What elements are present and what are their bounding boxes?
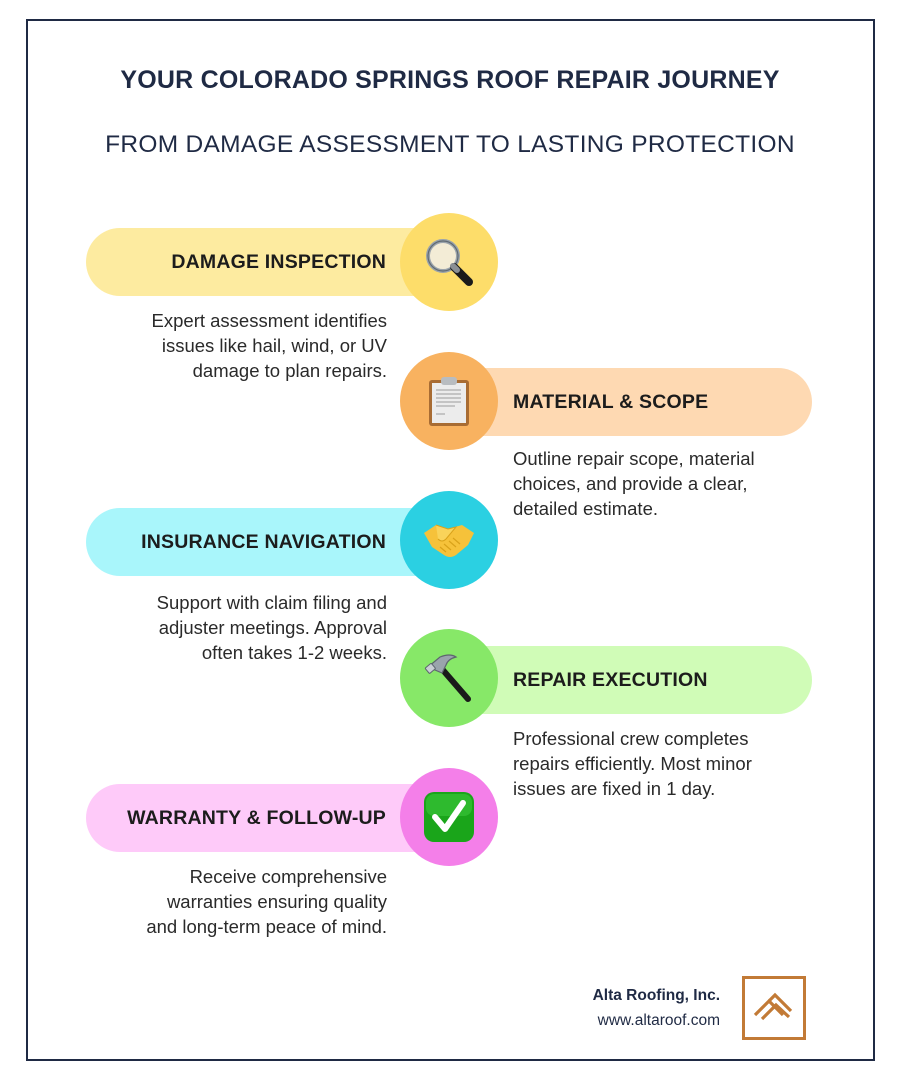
clipboard-icon (425, 374, 473, 428)
page-title: YOUR COLORADO SPRINGS ROOF REPAIR JOURNEY (120, 66, 780, 94)
company-logo (742, 976, 806, 1040)
check-mark-icon (423, 791, 475, 843)
step-material-scope-badge (400, 352, 498, 450)
magnifying-glass-icon (422, 235, 476, 289)
step-warranty-followup-description: Receive comprehensive warranties ensuring quality and long-term peace of mind. (146, 866, 387, 937)
hammer-icon (422, 651, 476, 705)
step-damage-inspection-badge (400, 213, 498, 311)
step-material-scope-description: Outline repair scope, material choices, and provide a clear, detailed estimate. (513, 448, 755, 519)
step-title: MATERIAL & SCOPE (513, 390, 709, 413)
handshake-icon (422, 519, 476, 561)
step-repair-execution-banner (450, 646, 812, 714)
company-name: Alta Roofing, Inc. (592, 987, 720, 1004)
roof-peak-logo-icon (745, 979, 803, 1037)
step-warranty-followup-banner (86, 784, 446, 852)
step-title: INSURANCE NAVIGATION (141, 530, 386, 553)
step-material-scope-banner (450, 368, 812, 436)
step-insurance-navigation-banner (86, 508, 446, 576)
step-title: WARRANTY & FOLLOW-UP (127, 806, 386, 829)
step-title: DAMAGE INSPECTION (171, 250, 386, 273)
step-warranty-followup-badge (400, 768, 498, 866)
step-repair-execution-description: Professional crew completes repairs efficiently. Most minor issues are fixed in 1 day. (513, 728, 752, 799)
step-title: REPAIR EXECUTION (513, 668, 708, 691)
step-insurance-navigation-badge (400, 491, 498, 589)
step-damage-inspection-banner (86, 228, 446, 296)
step-damage-inspection-description: Expert assessment identifies issues like hail, wind, or UV damage to plan repairs. (151, 310, 387, 381)
step-repair-execution-badge (400, 629, 498, 727)
page-subtitle: FROM DAMAGE ASSESSMENT TO LASTING PROTECTION (105, 131, 795, 158)
company-website-link[interactable]: www.altaroof.com (597, 1012, 720, 1029)
step-insurance-navigation-description: Support with claim filing and adjuster meetings. Approval often takes 1-2 weeks. (156, 592, 387, 663)
